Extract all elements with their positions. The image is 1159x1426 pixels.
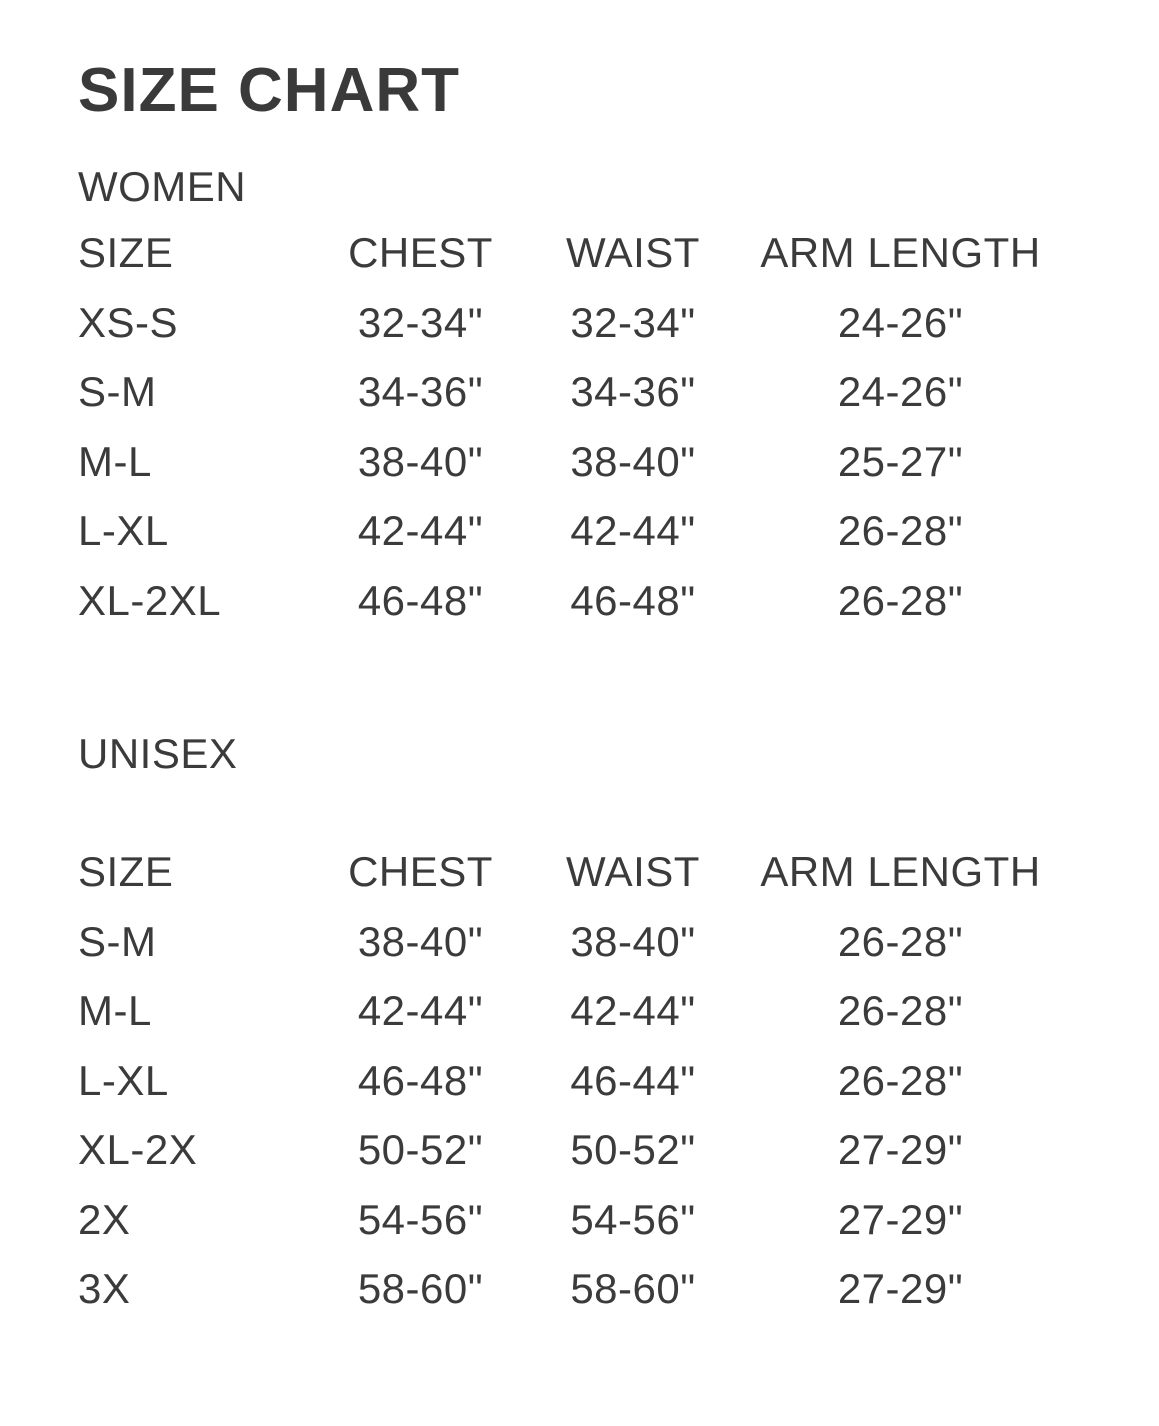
cell-waist: 46-44" [570, 1056, 696, 1104]
cell-arm-length: 26-28" [837, 1056, 964, 1104]
unisex-header-spacer [78, 798, 1159, 850]
table-row [78, 579, 1063, 649]
section-women [78, 165, 1159, 648]
column-header-arm-length: ARM LENGTH [760, 848, 1041, 896]
table-row [78, 1198, 1063, 1268]
cell-chest: 38-40" [357, 917, 484, 965]
table-row [78, 920, 1063, 990]
table-header-row [78, 850, 1063, 920]
table-row [78, 1267, 1063, 1337]
column-header-arm-length: ARM LENGTH [760, 229, 1041, 277]
cell-chest: 42-44" [357, 987, 484, 1035]
cell-size: M-L [78, 437, 152, 485]
cell-arm-length: 24-26" [837, 368, 964, 416]
cell-waist: 34-36" [570, 368, 696, 416]
cell-waist: 54-56" [570, 1195, 696, 1243]
section-unisex [78, 732, 1159, 1337]
cell-waist: 42-44" [570, 987, 696, 1035]
column-header-size: SIZE [78, 848, 174, 896]
cell-arm-length: 26-28" [837, 576, 964, 624]
page-title: SIZE CHART [78, 56, 460, 125]
cell-size: XS-S [78, 298, 179, 346]
table-row [78, 509, 1063, 579]
cell-chest: 50-52" [357, 1126, 484, 1174]
cell-chest: 46-48" [357, 576, 484, 624]
cell-arm-length: 24-26" [837, 298, 964, 346]
cell-arm-length: 26-28" [837, 917, 964, 965]
column-header-waist: WAIST [566, 229, 700, 277]
column-header-size: SIZE [78, 229, 174, 277]
cell-chest: 58-60" [357, 1265, 484, 1313]
cell-chest: 38-40" [357, 437, 484, 485]
cell-waist: 58-60" [570, 1265, 696, 1313]
cell-chest: 54-56" [357, 1195, 484, 1243]
cell-arm-length: 27-29" [837, 1195, 964, 1243]
column-header-chest: CHEST [348, 848, 493, 896]
cell-arm-length: 27-29" [837, 1265, 964, 1313]
table-row [78, 301, 1063, 371]
table-row [78, 370, 1063, 440]
cell-chest: 42-44" [357, 507, 484, 555]
cell-size: XL-2X [78, 1126, 198, 1174]
size-table-women [78, 231, 1063, 648]
table-header-row [78, 231, 1063, 301]
column-header-chest: CHEST [348, 229, 493, 277]
table-row [78, 1128, 1063, 1198]
cell-arm-length: 26-28" [837, 987, 964, 1035]
cell-size: L-XL [78, 507, 169, 555]
cell-waist: 42-44" [570, 507, 696, 555]
cell-size: L-XL [78, 1056, 169, 1104]
cell-chest: 32-34" [357, 298, 484, 346]
cell-waist: 46-48" [570, 576, 696, 624]
cell-chest: 46-48" [357, 1056, 484, 1104]
section-spacer [78, 648, 1159, 732]
table-row [78, 440, 1063, 510]
cell-size: M-L [78, 987, 152, 1035]
cell-chest: 34-36" [357, 368, 484, 416]
cell-waist: 38-40" [570, 437, 696, 485]
cell-waist: 50-52" [570, 1126, 696, 1174]
cell-waist: 38-40" [570, 917, 696, 965]
table-row [78, 1059, 1063, 1129]
cell-size: XL-2XL [78, 576, 222, 624]
cell-arm-length: 26-28" [837, 507, 964, 555]
column-header-waist: WAIST [566, 848, 700, 896]
cell-arm-length: 25-27" [837, 437, 964, 485]
cell-size: 3X [78, 1265, 131, 1313]
section-label-women: WOMEN [78, 163, 247, 211]
size-table-unisex [78, 850, 1063, 1337]
cell-size: 2X [78, 1195, 131, 1243]
table-row [78, 989, 1063, 1059]
cell-size: S-M [78, 368, 157, 416]
cell-arm-length: 27-29" [837, 1126, 964, 1174]
cell-waist: 32-34" [570, 298, 696, 346]
section-label-unisex: UNISEX [78, 730, 238, 778]
cell-size: S-M [78, 917, 157, 965]
